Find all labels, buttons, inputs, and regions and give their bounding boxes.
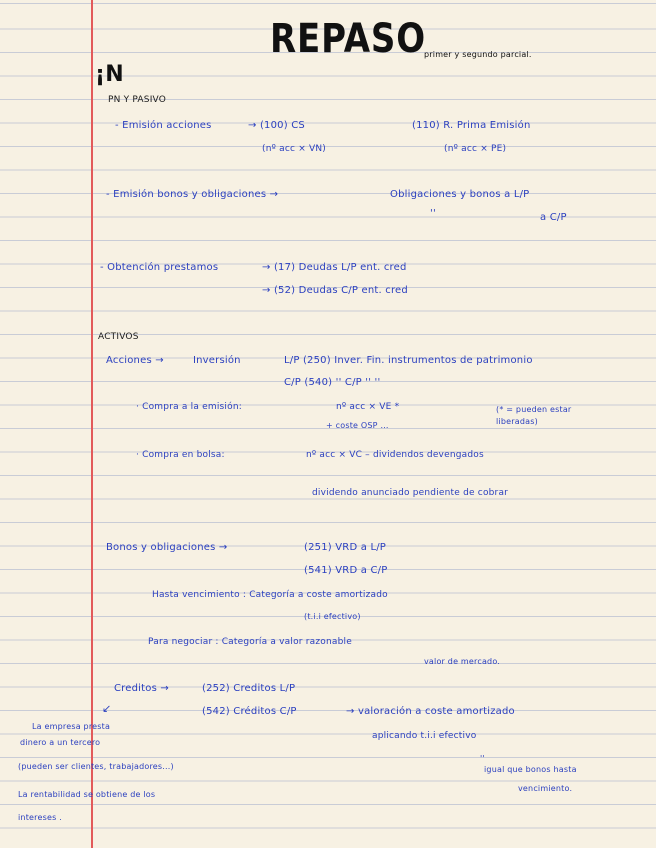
side-note-2: dinero a un tercero [20,738,101,747]
deudas-lp: → (17) Deudas L/P ent. cred [262,262,407,273]
arrow-mark: ↙ [102,702,112,715]
nota-liberadas: (* = pueden estar liberadas) [496,405,572,426]
igual-ditto: '' [480,754,485,763]
vrd-cp-541: (541) VRD a C/P [304,565,388,576]
page-title: REPASO [270,16,427,62]
compra-bolsa-label: · Compra en bolsa: [136,450,225,460]
inversion-lp-250: L/P (250) Inver. Fin. instrumentos de patrimonio [284,355,533,366]
acc-vn-formula: (nº acc × VN) [262,144,326,154]
obligaciones-cp: a C/P [540,212,567,223]
prima-emision-account: (110) R. Prima Emisión [412,120,531,131]
acciones-label: Acciones → [106,355,164,366]
dividendo-note: dividendo anunciado pendiente de cobrar [312,488,509,498]
tii-efectivo: (t.i.i efectivo) [304,612,361,621]
vencimiento-note: vencimiento. [518,784,573,793]
pn-pasivo-heading: PN Y PASIVO [108,95,167,105]
inversion-label: Inversión [193,355,241,366]
creditos-lp-252: (252) Creditos L/P [202,683,296,694]
para-negociar: Para negociar : Categoría a valor razonable [148,637,352,647]
inversion-cp-540: C/P (540) '' C/P '' '' [284,377,381,388]
acc-vc-formula: nº acc × VC – dividendos devengados [306,450,484,460]
creditos-label: Creditos → [114,683,169,694]
emision-bonos-label: - Emisión bonos y obligaciones → [106,189,279,200]
side-note-1: La empresa presta [32,722,111,731]
valor-mercado: valor de mercado. [424,657,501,666]
aplicando-tii: aplicando t.i.i efectivo [372,731,477,741]
activos-heading: ACTIVOS [98,332,139,342]
page-margin-line [91,0,93,848]
side-note-5: intereses . [18,813,62,822]
igual-bonos: igual que bonos hasta [484,765,577,774]
creditos-cp-542: (542) Créditos C/P [202,706,297,717]
coste-osp: + coste OSP ... [326,421,389,430]
acc-pe-formula: (nº acc × PE) [444,144,507,154]
compra-emision-label: · Compra a la emisión: [136,402,242,412]
section-n-heading: ¡N [95,62,124,87]
obtencion-prestamos-label: - Obtención prestamos [100,262,219,273]
cs-account: → (100) CS [248,120,305,131]
obligaciones-ditto: '' [430,208,436,219]
page-subtitle: primer y segundo parcial. [424,50,532,59]
valoracion-coste: → valoración a coste amortizado [346,706,515,717]
side-note-4: La rentabilidad se obtiene de los [18,790,156,799]
side-note-3: (pueden ser clientes, trabajadores...) [18,762,174,771]
vrd-lp-251: (251) VRD a L/P [304,542,387,553]
bonos-label: Bonos y obligaciones → [106,542,228,553]
emision-acciones-label: - Emisión acciones [115,120,212,131]
acc-ve-formula: nº acc × VE * [336,402,400,412]
obligaciones-lp: Obligaciones y bonos a L/P [390,189,530,200]
deudas-cp: → (52) Deudas C/P ent. cred [262,285,408,296]
hasta-vencimiento: Hasta vencimiento : Categoría a coste amortizado [152,590,388,600]
